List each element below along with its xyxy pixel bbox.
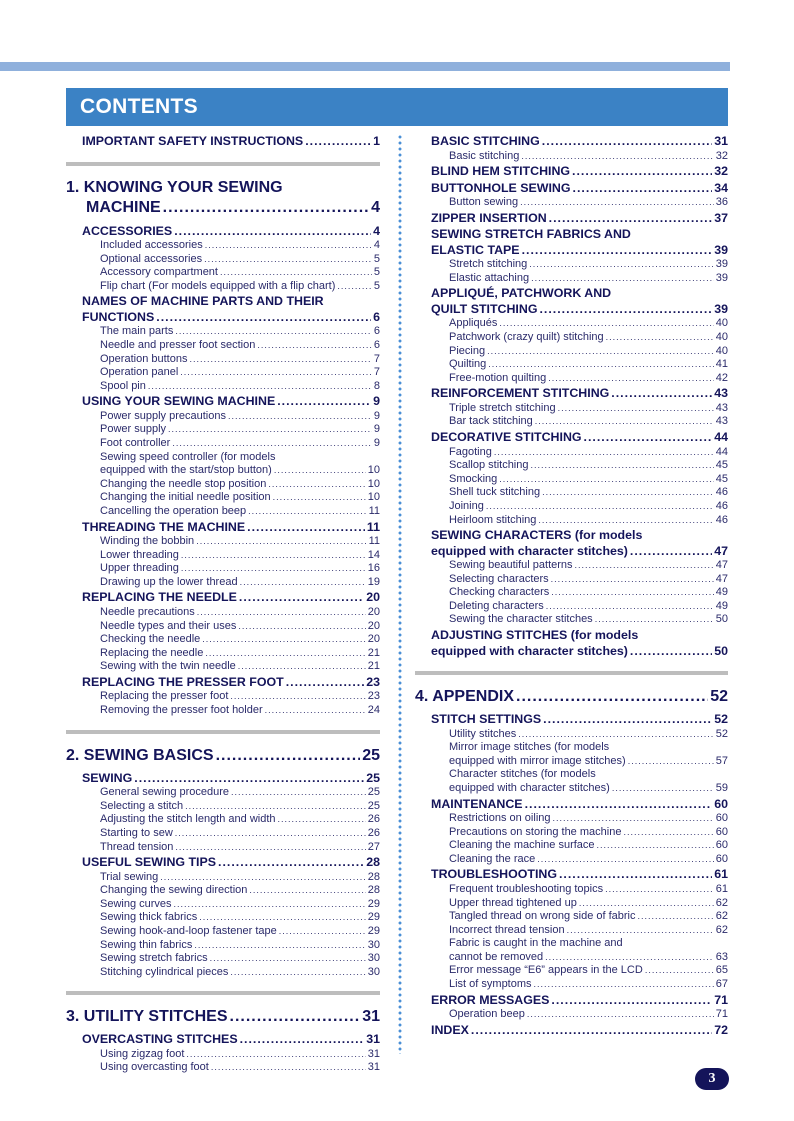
toc-entry[interactable]: Starting to sew ..... 26	[66, 827, 380, 841]
toc-entry-line[interactable]: Character stitches (for models	[449, 768, 596, 781]
toc-entry[interactable]: List of symptoms ..... 67	[415, 978, 728, 992]
toc-entry[interactable]: Tangled thread on wrong side of fabric ..... 62	[415, 910, 728, 924]
toc-entry[interactable]: equipped with character stitches) ..... 59	[415, 782, 728, 796]
toc-section[interactable]: equipped with character stitches) ..... 47	[415, 544, 728, 560]
toc-section-line[interactable]: SEWING CHARACTERS (for models	[431, 528, 643, 543]
toc-entry[interactable]: Checking characters ..... 49	[415, 586, 728, 600]
toc-section[interactable]: IMPORTANT SAFETY INSTRUCTIONS ..... 1	[66, 134, 380, 150]
toc-entry[interactable]: Included accessories ..... 4	[66, 239, 380, 253]
toc-entry[interactable]: Bar tack stitching ..... 43	[415, 415, 728, 429]
toc-chapter-line[interactable]: 1. KNOWING YOUR SEWING	[66, 178, 283, 196]
toc-entry[interactable]: Needle precautions ..... 20	[66, 606, 380, 620]
toc-entry[interactable]: Heirloom stitching ..... 46	[415, 514, 728, 528]
toc-section[interactable]: MAINTENANCE ..... 60	[415, 797, 728, 813]
toc-entry[interactable]: Fagoting ..... 44	[415, 446, 728, 460]
toc-entry[interactable]: Smocking ..... 45	[415, 473, 728, 487]
toc-section-line[interactable]: ADJUSTING STITCHES (for models	[431, 628, 639, 643]
column-divider	[398, 134, 402, 1054]
toc-entry[interactable]: General sewing procedure ..... 25	[66, 786, 380, 800]
toc-entry-line[interactable]: Sewing speed controller (for models	[100, 450, 276, 463]
toc-entry[interactable]: Basic stitching ..... 32	[415, 150, 728, 164]
toc-entry[interactable]: Needle types and their uses ..... 20	[66, 620, 380, 634]
toc-entry[interactable]: Lower threading ..... 14	[66, 549, 380, 563]
chapter-separator	[415, 671, 728, 675]
toc-entry[interactable]: Stitching cylindrical pieces ..... 30	[66, 966, 380, 980]
toc-section[interactable]: BUTTONHOLE SEWING ..... 34	[415, 181, 728, 197]
toc-chapter[interactable]: 2. SEWING BASICS ..... 25	[66, 746, 380, 766]
toc-section[interactable]: INDEX ..... 72	[415, 1023, 728, 1039]
toc-section[interactable]: STITCH SETTINGS ..... 52	[415, 712, 728, 728]
toc-entry[interactable]: Sewing hook-and-loop fastener tape ..... 29	[66, 925, 380, 939]
toc-section[interactable]: BASIC STITCHING ..... 31	[415, 134, 728, 150]
chapter-separator	[66, 162, 380, 166]
toc-entry[interactable]: Cleaning the race ..... 60	[415, 853, 728, 867]
toc-section[interactable]: ELASTIC TAPE ..... 39	[415, 243, 728, 259]
toc-section[interactable]: BLIND HEM STITCHING ..... 32	[415, 164, 728, 180]
toc-entry[interactable]: Using zigzag foot ..... 31	[66, 1048, 380, 1062]
toc-entry[interactable]: Cancelling the operation beep ..... 11	[66, 505, 380, 519]
toc-entry[interactable]: Winding the bobbin ..... 11	[66, 535, 380, 549]
toc-section[interactable]: REINFORCEMENT STITCHING ..... 43	[415, 386, 728, 402]
toc-entry[interactable]: Changing the initial needle position ..... 10	[66, 491, 380, 505]
toc-section[interactable]: DECORATIVE STITCHING ..... 44	[415, 430, 728, 446]
toc-entry[interactable]: Sewing with the twin needle ..... 21	[66, 660, 380, 674]
toc-entry[interactable]: Piecing ..... 40	[415, 345, 728, 359]
toc-entry[interactable]: Triple stretch stitching ..... 43	[415, 402, 728, 416]
toc-entry[interactable]: Upper thread tightened up ..... 62	[415, 897, 728, 911]
toc-entry[interactable]: Appliqués ..... 40	[415, 317, 728, 331]
toc-section[interactable]: OVERCASTING STITCHES ..... 31	[66, 1032, 380, 1048]
toc-entry[interactable]: Trial sewing ..... 28	[66, 871, 380, 885]
toc-section-line[interactable]: NAMES OF MACHINE PARTS AND THEIR	[82, 294, 324, 309]
toc-section[interactable]: TROUBLESHOOTING ..... 61	[415, 867, 728, 883]
toc-entry[interactable]: Joining ..... 46	[415, 500, 728, 514]
toc-entry[interactable]: Selecting characters ..... 47	[415, 573, 728, 587]
toc-section[interactable]: REPLACING THE PRESSER FOOT ..... 23	[66, 675, 380, 691]
toc-entry-line[interactable]: Mirror image stitches (for models	[449, 741, 610, 754]
toc-entry[interactable]: Replacing the presser foot ..... 23	[66, 690, 380, 704]
toc-entry[interactable]: Operation beep ..... 71	[415, 1008, 728, 1022]
toc-section[interactable]: ERROR MESSAGES ..... 71	[415, 993, 728, 1009]
toc-entry[interactable]: Sewing thick fabrics ..... 29	[66, 911, 380, 925]
toc-entry[interactable]: Optional accessories ..... 5	[66, 253, 380, 267]
toc-entry[interactable]: Shell tuck stitching ..... 46	[415, 486, 728, 500]
toc-entry[interactable]: Foot controller ..... 9	[66, 437, 380, 451]
toc-section[interactable]: ZIPPER INSERTION ..... 37	[415, 211, 728, 227]
toc-entry[interactable]: Selecting a stitch ..... 25	[66, 800, 380, 814]
toc-entry[interactable]: Drawing up the lower thread ..... 19	[66, 576, 380, 590]
toc-section[interactable]: QUILT STITCHING ..... 39	[415, 302, 728, 318]
top-accent-bar	[0, 62, 730, 71]
toc-entry[interactable]: Stretch stitching ..... 39	[415, 258, 728, 272]
toc-entry[interactable]: Accessory compartment ..... 5	[66, 266, 380, 280]
toc-entry[interactable]: Upper threading ..... 16	[66, 562, 380, 576]
toc-entry[interactable]: Replacing the needle ..... 21	[66, 647, 380, 661]
toc-section[interactable]: USEFUL SEWING TIPS ..... 28	[66, 855, 380, 871]
toc-entry[interactable]: Cleaning the machine surface ..... 60	[415, 839, 728, 853]
toc-entry[interactable]: Free-motion quilting ..... 42	[415, 372, 728, 386]
toc-entry[interactable]: Sewing thin fabrics ..... 30	[66, 939, 380, 953]
toc-entry[interactable]: Changing the sewing direction ..... 28	[66, 884, 380, 898]
right-column	[415, 133, 728, 1038]
toc-entry[interactable]: Spool pin ..... 8	[66, 380, 380, 394]
toc-entry[interactable]: Deleting characters ..... 49	[415, 600, 728, 614]
toc-entry[interactable]: Power supply ..... 9	[66, 423, 380, 437]
toc-entry[interactable]: Sewing stretch fabrics ..... 30	[66, 952, 380, 966]
toc-entry-line[interactable]: Fabric is caught in the machine and	[449, 937, 623, 950]
toc-entry[interactable]: Button sewing ..... 36	[415, 196, 728, 210]
toc-entry[interactable]: Patchwork (crazy quilt) stitching ..... 40	[415, 331, 728, 345]
left-column	[66, 133, 380, 1075]
toc-section[interactable]: REPLACING THE NEEDLE ..... 20	[66, 590, 380, 606]
toc-section[interactable]: THREADING THE MACHINE ..... 11	[66, 520, 380, 536]
toc-entry[interactable]: Scallop stitching ..... 45	[415, 459, 728, 473]
toc-entry[interactable]: Changing the needle stop position ..... 10	[66, 478, 380, 492]
toc-entry[interactable]: Elastic attaching ..... 39	[415, 272, 728, 286]
toc-entry[interactable]: equipped with the start/stop button) ..... 10	[66, 464, 380, 478]
toc-entry[interactable]: Operation panel ..... 7	[66, 366, 380, 380]
page-number-badge: 3	[695, 1068, 729, 1090]
toc-entry[interactable]: Power supply precautions ..... 9	[66, 410, 380, 424]
toc-entry[interactable]: cannot be removed ..... 63	[415, 951, 728, 965]
toc-entry[interactable]: Sewing beautiful patterns ..... 47	[415, 559, 728, 573]
toc-entry[interactable]: Using overcasting foot ..... 31	[66, 1061, 380, 1075]
toc-entry[interactable]: Operation buttons ..... 7	[66, 353, 380, 367]
toc-section[interactable]: SEWING ..... 25	[66, 771, 380, 787]
toc-chapter[interactable]: MACHINE ..... 4	[66, 198, 380, 218]
toc-entry[interactable]: Sewing the character stitches ..... 50	[415, 613, 728, 627]
chapter-separator	[66, 730, 380, 734]
page-title: CONTENTS	[80, 95, 198, 118]
toc-entry[interactable]: Precautions on storing the machine ..... 60	[415, 826, 728, 840]
toc-entry[interactable]: Removing the presser foot holder ..... 24	[66, 704, 380, 718]
toc-section[interactable]: equipped with character stitches) ..... 50	[415, 644, 728, 660]
contents-header	[66, 88, 728, 126]
toc-entry[interactable]: Incorrect thread tension ..... 62	[415, 924, 728, 938]
toc-entry[interactable]: Restrictions on oiling ..... 60	[415, 812, 728, 826]
chapter-separator	[66, 991, 380, 995]
toc-section[interactable]: USING YOUR SEWING MACHINE ..... 9	[66, 394, 380, 410]
toc-chapter[interactable]: 4. APPENDIX ..... 52	[415, 687, 728, 707]
toc-entry[interactable]: equipped with mirror image stitches) ..... 57	[415, 755, 728, 769]
toc-entry[interactable]: Needle and presser foot section ..... 6	[66, 339, 380, 353]
toc-entry[interactable]: Flip chart (For models equipped with a flip chart) ..... 5	[66, 280, 380, 294]
toc-entry[interactable]: Quilting ..... 41	[415, 358, 728, 372]
toc-entry[interactable]: Error message “E6” appears in the LCD ..... 65	[415, 964, 728, 978]
toc-entry[interactable]: Sewing curves ..... 29	[66, 898, 380, 912]
toc-entry[interactable]: Adjusting the stitch length and width ..... 26	[66, 813, 380, 827]
toc-chapter[interactable]: 3. UTILITY STITCHES ..... 31	[66, 1007, 380, 1027]
toc-entry[interactable]: The main parts ..... 6	[66, 325, 380, 339]
toc-section-line[interactable]: APPLIQUÉ, PATCHWORK AND	[431, 286, 612, 301]
toc-section-line[interactable]: SEWING STRETCH FABRICS AND	[431, 227, 631, 242]
toc-section[interactable]: ACCESSORIES ..... 4	[66, 224, 380, 240]
toc-entry[interactable]: Frequent troubleshooting topics ..... 61	[415, 883, 728, 897]
toc-entry[interactable]: Utility stitches ..... 52	[415, 728, 728, 742]
toc-entry[interactable]: Thread tension ..... 27	[66, 841, 380, 855]
toc-section[interactable]: FUNCTIONS ..... 6	[66, 310, 380, 326]
toc-entry[interactable]: Checking the needle ..... 20	[66, 633, 380, 647]
